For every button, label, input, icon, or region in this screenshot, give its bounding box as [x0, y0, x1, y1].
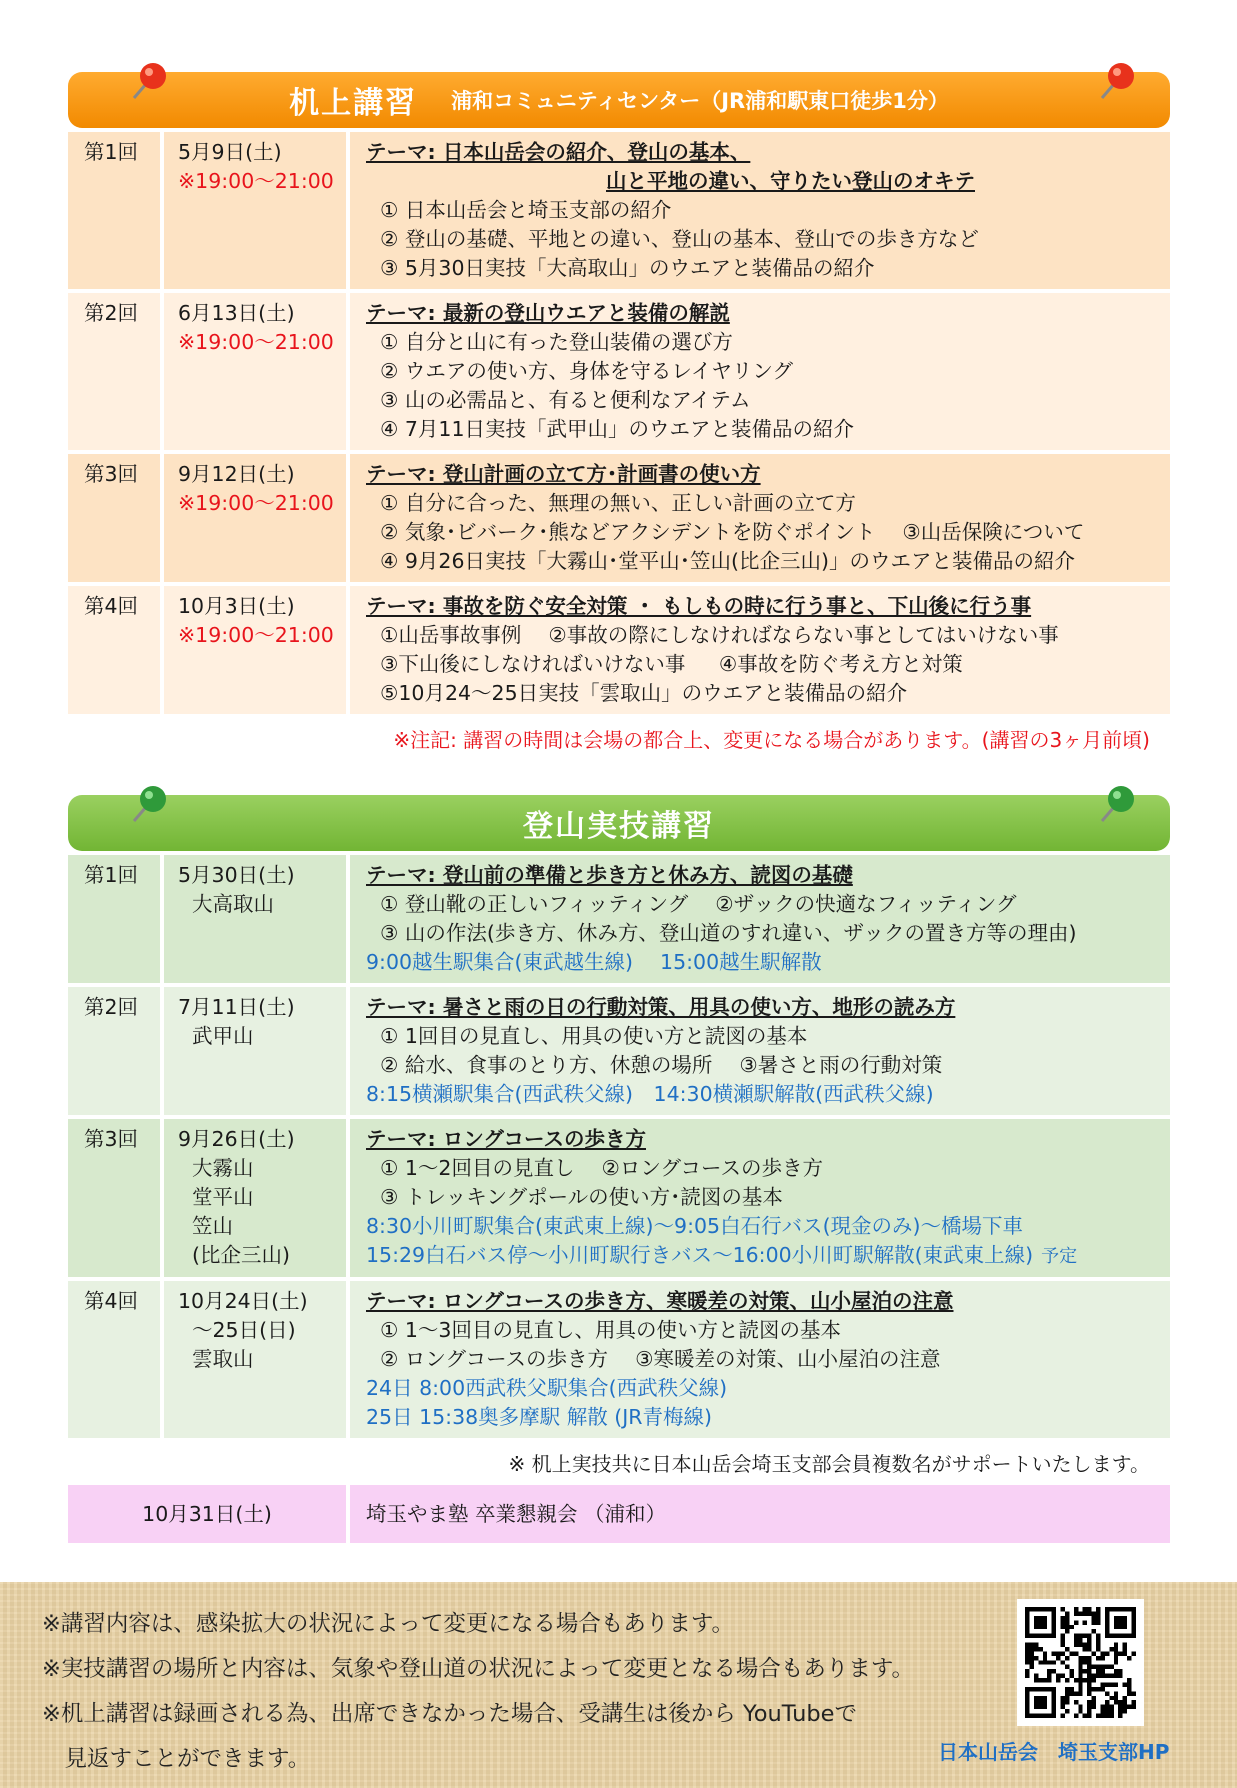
- footer-line: ※机上講習は録画される為、出席できなかった場合、受講生は後から YouTubeで: [42, 1701, 858, 1727]
- footer-line: 見返すことができます。: [42, 1746, 311, 1772]
- session-content: [350, 855, 1170, 983]
- session-item: ① 1回目の見直し、用具の使い方と読図の基本: [380, 1024, 808, 1048]
- party-date: 10月31日(土): [68, 1485, 350, 1543]
- session-item: ② ロングコースの歩き方 ③寒暖差の対策、山小屋泊の注意: [380, 1347, 941, 1371]
- footer-line: ※実技講習の場所と内容は、気象や登山道の状況によって変更となる場合もあります。: [42, 1656, 915, 1682]
- footer-notes: [0, 1582, 1237, 1788]
- session-item: ①山岳事故事例 ②事故の際にしなければならない事としてはいけない事: [380, 623, 1059, 647]
- lecture-venue: 浦和コミュニティセンター（JR浦和駅東口徒歩1分）: [451, 89, 949, 113]
- party-row: [68, 1485, 1170, 1543]
- session-content: [350, 132, 1170, 289]
- session-content: [350, 987, 1170, 1115]
- session-location: 堂平山: [192, 1185, 254, 1209]
- session-location: 大高取山: [192, 892, 274, 916]
- session-item: ② 登山の基礎、平地との違い、登山の基本、登山での歩き方など: [380, 227, 979, 251]
- meeting-info: [366, 1403, 1160, 1432]
- session-content: [350, 1119, 1170, 1277]
- session-theme: テーマ: 登山前の準備と歩き方と休み方、読図の基礎: [366, 863, 853, 887]
- session-date: 9月26日(土): [178, 1127, 295, 1151]
- session-date-cell: [164, 132, 350, 289]
- session-time: ※19:00～21:00: [178, 330, 334, 354]
- practice-row: [68, 855, 1170, 983]
- session-date-cell: [164, 1119, 350, 1277]
- session-number: 第4回: [68, 586, 164, 714]
- session-item: ④ 7月11日実技「武甲山」のウエアと装備品の紹介: [380, 417, 855, 441]
- session-date: 10月24日(土): [178, 1289, 308, 1313]
- session-time: ※19:00～21:00: [178, 623, 334, 647]
- session-number: 第4回: [68, 1281, 164, 1438]
- pushpin-icon: [1094, 58, 1140, 104]
- party-text: 埼玉やま塾 卒業懇親会 （浦和）: [350, 1485, 1170, 1543]
- session-date: 5月30日(土): [178, 863, 295, 887]
- session-number: 第2回: [68, 293, 164, 450]
- meeting-info-text: 24日 8:00西武秩父駅集合(西武秩父線): [366, 1376, 728, 1400]
- session-date: 6月13日(土): [178, 301, 295, 325]
- pushpin-icon: [126, 58, 172, 104]
- session-number: 第1回: [68, 132, 164, 289]
- session-theme-cont: 山と平地の違い、守りたい登山のオキテ: [606, 169, 975, 193]
- session-time: ※19:00～21:00: [178, 491, 334, 515]
- pushpin-icon: [126, 781, 172, 827]
- practice-row: [68, 1119, 1170, 1277]
- session-content: [350, 586, 1170, 714]
- session-item: ③ 山の必需品と、有ると便利なアイテム: [380, 388, 751, 412]
- session-location: ～25日(日): [192, 1318, 296, 1342]
- meeting-info: [366, 948, 1160, 977]
- session-theme: テーマ: 暑さと雨の日の行動対策、用具の使い方、地形の読み方: [366, 995, 956, 1019]
- lecture-row: [68, 293, 1170, 450]
- session-theme: テーマ: ロングコースの歩き方: [366, 1127, 646, 1151]
- session-date-cell: [164, 586, 350, 714]
- qr-label: 日本山岳会 埼玉支部HP: [938, 1740, 1170, 1764]
- meeting-info-text: 8:15横瀬駅集合(西武秩父線) 14:30横瀬駅解散(西武秩父線): [366, 1082, 934, 1106]
- meeting-info-suffix: 予定: [1041, 1246, 1078, 1267]
- session-item: ① 自分と山に有った登山装備の選び方: [380, 330, 733, 354]
- session-date-cell: [164, 987, 350, 1115]
- session-date: 10月3日(土): [178, 594, 295, 618]
- session-item: ① 登山靴の正しいフィッティング ②ザックの快適なフィッティング: [380, 892, 1017, 916]
- session-item: ② 給水、食事のとり方、休憩の場所 ③暑さと雨の行動対策: [380, 1053, 943, 1077]
- session-date-cell: [164, 293, 350, 450]
- session-item: ① 自分に合った、無理の無い、正しい計画の立て方: [380, 491, 856, 515]
- meeting-info: [366, 1080, 1160, 1109]
- meeting-info-text: 8:30小川町駅集合(東武東上線)～9:05白石行バス(現金のみ)～橋場下車: [366, 1214, 1024, 1238]
- session-item: ③ 5月30日実技「大高取山」のウエアと装備品の紹介: [380, 256, 875, 280]
- practice-row: [68, 987, 1170, 1115]
- footer-lines: [42, 1602, 914, 1782]
- session-number: 第3回: [68, 454, 164, 582]
- session-theme: テーマ: 最新の登山ウエアと装備の解説: [366, 301, 730, 325]
- session-item: ③下山後にしなければいけない事 ④事故を防ぐ考え方と対策: [380, 652, 963, 676]
- practice-title: 登山実技講習: [523, 809, 715, 844]
- qr-code[interactable]: [1017, 1599, 1144, 1726]
- lecture-row: [68, 586, 1170, 714]
- session-time: ※19:00～21:00: [178, 169, 334, 193]
- meeting-info-text: 9:00越生駅集合(東武越生線) 15:00越生駅解散: [366, 950, 822, 974]
- party-table: [68, 1481, 1170, 1547]
- session-item: ⑤10月24～25日実技「雲取山」のウエアと装備品の紹介: [380, 681, 908, 705]
- session-number: 第1回: [68, 855, 164, 983]
- meeting-info: [366, 1212, 1160, 1241]
- session-item: ③ 山の作法(歩き方、休み方、登山道のすれ違い、ザックの置き方等の理由): [380, 921, 1077, 945]
- session-theme: テーマ: 登山計画の立て方･計画書の使い方: [366, 462, 761, 486]
- session-location: 武甲山: [192, 1024, 254, 1048]
- lecture-row: [68, 132, 1170, 289]
- qr-code-image: [1025, 1607, 1136, 1718]
- lecture-banner: [68, 72, 1170, 128]
- session-date-cell: [164, 1281, 350, 1438]
- session-location: 雲取山: [192, 1347, 254, 1371]
- pushpin-icon: [1094, 781, 1140, 827]
- practice-note: ※ 机上実技共に日本山岳会埼玉支部会員複数名がサポートいたします。: [508, 1452, 1150, 1476]
- session-number: 第3回: [68, 1119, 164, 1277]
- lecture-title: 机上講習: [289, 86, 418, 121]
- session-theme: テーマ: 事故を防ぐ安全対策 ・ もしもの時に行う事と、下山後に行う事: [366, 594, 1032, 618]
- meeting-info: [366, 1241, 1160, 1271]
- lecture-section: [68, 72, 1170, 753]
- session-date-cell: [164, 454, 350, 582]
- session-content: [350, 293, 1170, 450]
- session-theme: テーマ: ロングコースの歩き方、寒暖差の対策、山小屋泊の注意: [366, 1289, 954, 1313]
- session-item: ① 1～2回目の見直し ②ロングコースの歩き方: [380, 1156, 824, 1180]
- session-content: [350, 454, 1170, 582]
- practice-banner: [68, 795, 1170, 851]
- session-content: [350, 1281, 1170, 1438]
- session-date: 9月12日(土): [178, 462, 295, 486]
- session-date: 5月9日(土): [178, 140, 282, 164]
- lecture-note: ※注記: 講習の時間は会場の都合上、変更になる場合があります。(講習の3ヶ月前頃): [393, 728, 1150, 752]
- session-location: (比企三山): [192, 1243, 290, 1267]
- practice-row: [68, 1281, 1170, 1438]
- lecture-row: [68, 454, 1170, 582]
- session-location: 大霧山: [192, 1156, 254, 1180]
- session-item: ③ トレッキングポールの使い方･読図の基本: [380, 1185, 783, 1209]
- session-date-cell: [164, 855, 350, 983]
- session-item: ② 気象･ビバーク･熊などアクシデントを防ぐポイント ③山岳保険について: [380, 520, 1085, 544]
- session-item: ④ 9月26日実技「大霧山･堂平山･笠山(比企三山)」のウエアと装備品の紹介: [380, 549, 1076, 573]
- session-item: ① 1～3回目の見直し、用具の使い方と読図の基本: [380, 1318, 841, 1342]
- meeting-info-text: 15:29白石バス停～小川町駅行きバス～16:00小川町駅解散(東武東上線): [366, 1243, 1034, 1267]
- meeting-info: [366, 1374, 1160, 1403]
- meeting-info-text: 25日 15:38奥多摩駅 解散 (JR青梅線): [366, 1405, 712, 1429]
- practice-table: [68, 851, 1170, 1442]
- session-item: ① 日本山岳会と埼玉支部の紹介: [380, 198, 672, 222]
- lecture-table: [68, 128, 1170, 718]
- session-location: 笠山: [192, 1214, 233, 1238]
- session-number: 第2回: [68, 987, 164, 1115]
- session-item: ② ウエアの使い方、身体を守るレイヤリング: [380, 359, 793, 383]
- footer-line: ※講習内容は、感染拡大の状況によって変更になる場合もあります。: [42, 1611, 735, 1637]
- session-date: 7月11日(土): [178, 995, 295, 1019]
- session-theme: テーマ: 日本山岳会の紹介、登山の基本、: [366, 140, 751, 164]
- practice-section: [68, 795, 1170, 1547]
